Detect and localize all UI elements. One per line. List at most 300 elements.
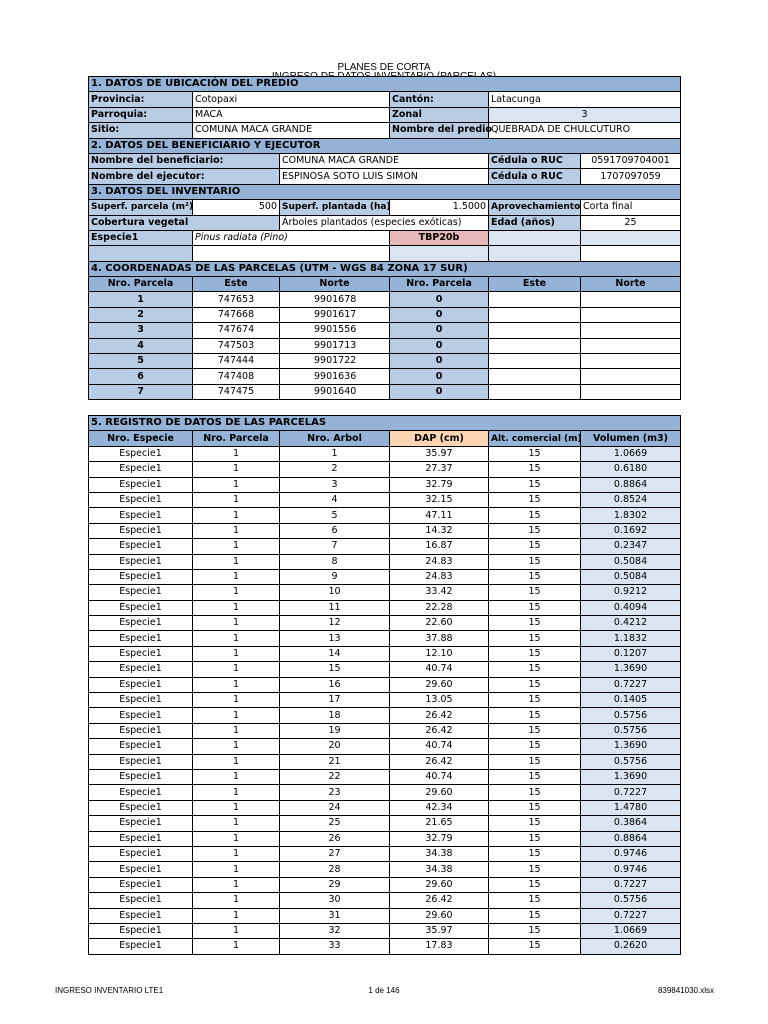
reg-especie[interactable]: Especie1 bbox=[89, 693, 193, 708]
reg-parcela[interactable]: 1 bbox=[193, 523, 280, 538]
reg-altura[interactable]: 15 bbox=[489, 631, 581, 646]
sitio-label: Sitio: bbox=[89, 123, 193, 138]
coord-parcela-2[interactable]: 0 bbox=[390, 292, 489, 307]
reg-volumen: 0.8524 bbox=[581, 492, 681, 507]
footer-page: 1 de 146 bbox=[368, 986, 400, 995]
cobertura-value[interactable]: Árboles plantados (especies exóticas) bbox=[280, 215, 489, 230]
reg-dap[interactable]: 24.83 bbox=[390, 554, 489, 569]
reg-especie[interactable]: Especie1 bbox=[89, 616, 193, 631]
reg-especie[interactable]: Especie1 bbox=[89, 446, 193, 461]
reg-especie[interactable]: Especie1 bbox=[89, 939, 193, 954]
reg-altura[interactable]: 15 bbox=[489, 939, 581, 954]
coord-este[interactable]: 747503 bbox=[193, 338, 280, 353]
reg-dap[interactable]: 26.42 bbox=[390, 754, 489, 769]
reg-altura[interactable]: 15 bbox=[489, 862, 581, 877]
reg-dap[interactable]: 42.34 bbox=[390, 800, 489, 815]
reg-volumen: 0.6180 bbox=[581, 462, 681, 477]
reg-dap[interactable]: 32.79 bbox=[390, 831, 489, 846]
reg-parcela[interactable]: 1 bbox=[193, 723, 280, 738]
reg-altura[interactable]: 15 bbox=[489, 708, 581, 723]
reg-altura[interactable]: 15 bbox=[489, 923, 581, 938]
reg-volumen: 0.5084 bbox=[581, 554, 681, 569]
reg-volumen: 0.5084 bbox=[581, 569, 681, 584]
reg-especie[interactable]: Especie1 bbox=[89, 677, 193, 692]
reg-arbol[interactable]: 32 bbox=[280, 923, 390, 938]
reg-dap[interactable]: 40.74 bbox=[390, 769, 489, 784]
reg-col-volumen: Volumen (m3) bbox=[581, 431, 681, 446]
table-row bbox=[89, 523, 681, 538]
reg-parcela[interactable]: 1 bbox=[193, 462, 280, 477]
reg-volumen: 0.8864 bbox=[581, 831, 681, 846]
coord-norte-2[interactable] bbox=[581, 307, 681, 322]
reg-parcela[interactable]: 1 bbox=[193, 908, 280, 923]
reg-arbol[interactable]: 7 bbox=[280, 539, 390, 554]
reg-volumen: 1.3690 bbox=[581, 662, 681, 677]
coord-este-2[interactable] bbox=[489, 338, 581, 353]
reg-especie[interactable]: Especie1 bbox=[89, 600, 193, 615]
reg-altura[interactable]: 15 bbox=[489, 831, 581, 846]
superf-parcela-value[interactable]: 500 bbox=[193, 200, 280, 215]
reg-dap[interactable]: 32.15 bbox=[390, 492, 489, 507]
coord-norte-2[interactable] bbox=[581, 338, 681, 353]
reg-parcela[interactable]: 1 bbox=[193, 492, 280, 507]
reg-especie[interactable]: Especie1 bbox=[89, 508, 193, 523]
coord-norte-2[interactable] bbox=[581, 292, 681, 307]
reg-arbol[interactable]: 21 bbox=[280, 754, 390, 769]
reg-dap[interactable]: 33.42 bbox=[390, 585, 489, 600]
reg-arbol[interactable]: 18 bbox=[280, 708, 390, 723]
footer-file: 839841030.xlsx bbox=[657, 986, 714, 995]
reg-altura[interactable]: 15 bbox=[489, 492, 581, 507]
coord-parcela[interactable]: 6 bbox=[89, 369, 193, 384]
reg-especie[interactable]: Especie1 bbox=[89, 646, 193, 661]
reg-altura[interactable]: 15 bbox=[489, 739, 581, 754]
reg-altura[interactable]: 15 bbox=[489, 893, 581, 908]
reg-altura[interactable]: 15 bbox=[489, 616, 581, 631]
reg-arbol[interactable]: 15 bbox=[280, 662, 390, 677]
sitio-value[interactable]: COMUNA MACA GRANDE bbox=[193, 123, 390, 138]
table-row bbox=[89, 908, 681, 923]
reg-dap[interactable]: 21.65 bbox=[390, 816, 489, 831]
reg-parcela[interactable]: 1 bbox=[193, 646, 280, 661]
reg-volumen: 0.3864 bbox=[581, 816, 681, 831]
coord-parcela[interactable]: 2 bbox=[89, 307, 193, 322]
reg-parcela[interactable]: 1 bbox=[193, 846, 280, 861]
coord-norte[interactable]: 9901556 bbox=[280, 323, 390, 338]
coord-este-2[interactable] bbox=[489, 369, 581, 384]
especie-value[interactable]: Pinus radiata (Pino) bbox=[193, 230, 390, 245]
reg-especie[interactable]: Especie1 bbox=[89, 662, 193, 677]
provincia-value[interactable]: Cotopaxi bbox=[193, 92, 390, 107]
reg-arbol[interactable]: 26 bbox=[280, 831, 390, 846]
reg-altura[interactable]: 15 bbox=[489, 646, 581, 661]
beneficiario-value[interactable]: COMUNA MACA GRANDE bbox=[280, 153, 489, 168]
superf-plantada-value[interactable]: 1.5000 bbox=[390, 200, 489, 215]
reg-dap[interactable]: 26.42 bbox=[390, 723, 489, 738]
aprovechamiento-value[interactable]: Corta final bbox=[581, 200, 681, 215]
reg-parcela[interactable]: 1 bbox=[193, 662, 280, 677]
reg-volumen: 1.8302 bbox=[581, 508, 681, 523]
canton-value[interactable]: Latacunga bbox=[489, 92, 681, 107]
reg-parcela[interactable]: 1 bbox=[193, 631, 280, 646]
reg-altura[interactable]: 15 bbox=[489, 846, 581, 861]
reg-altura[interactable]: 15 bbox=[489, 446, 581, 461]
reg-altura[interactable]: 15 bbox=[489, 462, 581, 477]
reg-altura[interactable]: 15 bbox=[489, 754, 581, 769]
reg-arbol[interactable]: 23 bbox=[280, 785, 390, 800]
reg-dap[interactable]: 40.74 bbox=[390, 662, 489, 677]
reg-especie[interactable]: Especie1 bbox=[89, 492, 193, 507]
reg-altura[interactable]: 15 bbox=[489, 800, 581, 815]
reg-parcela[interactable]: 1 bbox=[193, 508, 280, 523]
reg-arbol[interactable]: 11 bbox=[280, 600, 390, 615]
coord-este-2[interactable] bbox=[489, 292, 581, 307]
coord-norte-2[interactable] bbox=[581, 354, 681, 369]
section2-header: 2. DATOS DEL BENEFICIARIO Y EJECUTOR bbox=[89, 138, 681, 153]
zonal-label: Zonal bbox=[390, 107, 489, 122]
registro-rows bbox=[89, 446, 681, 954]
table-row bbox=[89, 862, 681, 877]
reg-volumen: 1.3690 bbox=[581, 769, 681, 784]
coord-row bbox=[89, 338, 681, 353]
reg-altura[interactable]: 15 bbox=[489, 677, 581, 692]
reg-parcela[interactable]: 1 bbox=[193, 446, 280, 461]
reg-arbol[interactable]: 31 bbox=[280, 908, 390, 923]
coord-norte-2[interactable] bbox=[581, 323, 681, 338]
reg-arbol[interactable]: 5 bbox=[280, 508, 390, 523]
coord-parcela[interactable]: 7 bbox=[89, 384, 193, 399]
reg-dap[interactable]: 24.83 bbox=[390, 569, 489, 584]
reg-arbol[interactable]: 10 bbox=[280, 585, 390, 600]
reg-altura[interactable]: 15 bbox=[489, 477, 581, 492]
coord-parcela-2[interactable]: 0 bbox=[390, 323, 489, 338]
reg-dap[interactable]: 40.74 bbox=[390, 739, 489, 754]
reg-parcela[interactable]: 1 bbox=[193, 600, 280, 615]
reg-volumen: 0.5756 bbox=[581, 708, 681, 723]
edad-value[interactable]: 25 bbox=[581, 215, 681, 230]
reg-parcela[interactable]: 1 bbox=[193, 554, 280, 569]
coord-este-2[interactable] bbox=[489, 307, 581, 322]
coord-col-parcela-2: Nro. Parcela bbox=[390, 277, 489, 292]
reg-especie[interactable]: Especie1 bbox=[89, 462, 193, 477]
table-row bbox=[89, 569, 681, 584]
coord-este-2[interactable] bbox=[489, 323, 581, 338]
coord-este[interactable]: 747475 bbox=[193, 384, 280, 399]
reg-especie[interactable]: Especie1 bbox=[89, 877, 193, 892]
table-row bbox=[89, 492, 681, 507]
reg-especie[interactable]: Especie1 bbox=[89, 769, 193, 784]
table-row bbox=[89, 554, 681, 569]
reg-arbol[interactable]: 30 bbox=[280, 893, 390, 908]
reg-parcela[interactable]: 1 bbox=[193, 831, 280, 846]
coord-row bbox=[89, 384, 681, 399]
page-title: PLANES DE CORTA bbox=[337, 62, 431, 73]
reg-altura[interactable]: 15 bbox=[489, 508, 581, 523]
reg-arbol[interactable]: 6 bbox=[280, 523, 390, 538]
table-row bbox=[89, 462, 681, 477]
table-row bbox=[89, 539, 681, 554]
coord-parcela[interactable]: 1 bbox=[89, 292, 193, 307]
coord-parcela-2[interactable]: 0 bbox=[390, 354, 489, 369]
reg-arbol[interactable]: 1 bbox=[280, 446, 390, 461]
reg-dap[interactable]: 35.97 bbox=[390, 923, 489, 938]
reg-especie[interactable]: Especie1 bbox=[89, 477, 193, 492]
reg-especie[interactable]: Especie1 bbox=[89, 523, 193, 538]
reg-dap[interactable]: 22.28 bbox=[390, 600, 489, 615]
reg-parcela[interactable]: 1 bbox=[193, 923, 280, 938]
reg-dap[interactable]: 29.60 bbox=[390, 785, 489, 800]
reg-altura[interactable]: 15 bbox=[489, 693, 581, 708]
reg-dap[interactable]: 29.60 bbox=[390, 677, 489, 692]
reg-arbol[interactable]: 16 bbox=[280, 677, 390, 692]
reg-altura[interactable]: 15 bbox=[489, 723, 581, 738]
reg-dap[interactable]: 13.05 bbox=[390, 693, 489, 708]
table-row bbox=[89, 646, 681, 661]
table-row bbox=[89, 939, 681, 954]
table-row bbox=[89, 877, 681, 892]
coord-parcela-2[interactable]: 0 bbox=[390, 384, 489, 399]
reg-altura[interactable]: 15 bbox=[489, 816, 581, 831]
reg-especie[interactable]: Especie1 bbox=[89, 585, 193, 600]
reg-dap[interactable]: 26.42 bbox=[390, 708, 489, 723]
reg-dap[interactable]: 34.38 bbox=[390, 862, 489, 877]
ejecutor-value[interactable]: ESPINOSA SOTO LUIS SIMON bbox=[280, 169, 489, 184]
reg-arbol[interactable]: 14 bbox=[280, 646, 390, 661]
especie2-value[interactable] bbox=[193, 246, 390, 261]
reg-especie[interactable]: Especie1 bbox=[89, 831, 193, 846]
reg-arbol[interactable]: 17 bbox=[280, 693, 390, 708]
reg-parcela[interactable]: 1 bbox=[193, 939, 280, 954]
reg-especie[interactable]: Especie1 bbox=[89, 862, 193, 877]
reg-volumen: 1.4780 bbox=[581, 800, 681, 815]
reg-altura[interactable]: 15 bbox=[489, 585, 581, 600]
coord-parcela[interactable]: 5 bbox=[89, 354, 193, 369]
reg-arbol[interactable]: 29 bbox=[280, 877, 390, 892]
coord-parcela-2[interactable]: 0 bbox=[390, 369, 489, 384]
reg-arbol[interactable]: 12 bbox=[280, 616, 390, 631]
reg-arbol[interactable]: 3 bbox=[280, 477, 390, 492]
reg-parcela[interactable]: 1 bbox=[193, 739, 280, 754]
reg-arbol[interactable]: 19 bbox=[280, 723, 390, 738]
cedula-ejecutor-value[interactable]: 1707097059 bbox=[581, 169, 681, 184]
reg-parcela[interactable]: 1 bbox=[193, 769, 280, 784]
reg-altura[interactable]: 15 bbox=[489, 569, 581, 584]
reg-arbol[interactable]: 13 bbox=[280, 631, 390, 646]
table-row bbox=[89, 662, 681, 677]
coord-este-2[interactable] bbox=[489, 384, 581, 399]
reg-parcela[interactable]: 1 bbox=[193, 785, 280, 800]
reg-dap[interactable]: 26.42 bbox=[390, 893, 489, 908]
reg-parcela[interactable]: 1 bbox=[193, 677, 280, 692]
especie2-code bbox=[390, 246, 489, 261]
aprovechamiento-label: Aprovechamiento bbox=[489, 200, 581, 215]
coord-parcela-2[interactable]: 0 bbox=[390, 307, 489, 322]
reg-dap[interactable]: 34.38 bbox=[390, 846, 489, 861]
reg-arbol[interactable]: 22 bbox=[280, 769, 390, 784]
table-row bbox=[89, 616, 681, 631]
coord-col-norte-2: Norte bbox=[581, 277, 681, 292]
table-row bbox=[89, 923, 681, 938]
reg-parcela[interactable]: 1 bbox=[193, 477, 280, 492]
reg-arbol[interactable]: 24 bbox=[280, 800, 390, 815]
reg-volumen: 0.7227 bbox=[581, 908, 681, 923]
coord-este[interactable]: 747444 bbox=[193, 354, 280, 369]
superf-parcela-label: Superf. parcela (m²) bbox=[89, 200, 193, 215]
reg-volumen: 0.7227 bbox=[581, 785, 681, 800]
reg-volumen: 0.5756 bbox=[581, 723, 681, 738]
table-row bbox=[89, 631, 681, 646]
reg-especie[interactable]: Especie1 bbox=[89, 846, 193, 861]
coord-este[interactable]: 747668 bbox=[193, 307, 280, 322]
table-row bbox=[89, 846, 681, 861]
cedula-beneficiario-value[interactable]: 0591709704001 bbox=[581, 153, 681, 168]
coord-col-parcela: Nro. Parcela bbox=[89, 277, 193, 292]
reg-arbol[interactable]: 9 bbox=[280, 569, 390, 584]
reg-volumen: 0.7227 bbox=[581, 877, 681, 892]
reg-parcela[interactable]: 1 bbox=[193, 569, 280, 584]
reg-dap[interactable]: 14.32 bbox=[390, 523, 489, 538]
reg-parcela[interactable]: 1 bbox=[193, 539, 280, 554]
coord-este-2[interactable] bbox=[489, 354, 581, 369]
coord-row bbox=[89, 307, 681, 322]
reg-altura[interactable]: 15 bbox=[489, 785, 581, 800]
parroquia-value[interactable]: MACA bbox=[193, 107, 390, 122]
coord-norte[interactable]: 9901713 bbox=[280, 338, 390, 353]
cedula-ejecutor-label: Cédula o RUC bbox=[489, 169, 581, 184]
reg-parcela[interactable]: 1 bbox=[193, 693, 280, 708]
reg-parcela[interactable]: 1 bbox=[193, 616, 280, 631]
reg-dap[interactable]: 29.60 bbox=[390, 908, 489, 923]
coord-col-norte: Norte bbox=[280, 277, 390, 292]
reg-arbol[interactable]: 25 bbox=[280, 816, 390, 831]
reg-volumen: 0.9746 bbox=[581, 862, 681, 877]
reg-especie[interactable]: Especie1 bbox=[89, 723, 193, 738]
coord-este[interactable]: 747674 bbox=[193, 323, 280, 338]
reg-altura[interactable]: 15 bbox=[489, 908, 581, 923]
section4-header: 4. COORDENADAS DE LAS PARCELAS (UTM - WGS 84 ZONA 17 SUR) bbox=[89, 261, 681, 276]
especie-code: TBP20b bbox=[390, 230, 489, 245]
cobertura-label: Cobertura vegetal bbox=[89, 215, 280, 230]
reg-parcela[interactable]: 1 bbox=[193, 708, 280, 723]
reg-especie[interactable]: Especie1 bbox=[89, 739, 193, 754]
reg-especie[interactable]: Especie1 bbox=[89, 754, 193, 769]
reg-volumen: 0.4094 bbox=[581, 600, 681, 615]
table-row bbox=[89, 800, 681, 815]
reg-altura[interactable]: 15 bbox=[489, 769, 581, 784]
reg-altura[interactable]: 15 bbox=[489, 600, 581, 615]
reg-dap[interactable]: 16.87 bbox=[390, 539, 489, 554]
coord-este[interactable]: 747653 bbox=[193, 292, 280, 307]
reg-especie[interactable]: Especie1 bbox=[89, 708, 193, 723]
edad-label: Edad (años) bbox=[489, 215, 581, 230]
coord-norte-2[interactable] bbox=[581, 384, 681, 399]
coord-parcela[interactable]: 3 bbox=[89, 323, 193, 338]
reg-volumen: 0.1207 bbox=[581, 646, 681, 661]
coord-col-este: Este bbox=[193, 277, 280, 292]
especie2-label bbox=[89, 246, 193, 261]
reg-parcela[interactable]: 1 bbox=[193, 893, 280, 908]
reg-arbol[interactable]: 2 bbox=[280, 462, 390, 477]
reg-especie[interactable]: Especie1 bbox=[89, 631, 193, 646]
reg-dap[interactable]: 37.88 bbox=[390, 631, 489, 646]
predio-value[interactable]: QUEBRADA DE CHULCUTURO bbox=[489, 123, 681, 138]
reg-dap[interactable]: 47.11 bbox=[390, 508, 489, 523]
coord-norte[interactable]: 9901722 bbox=[280, 354, 390, 369]
reg-arbol[interactable]: 33 bbox=[280, 939, 390, 954]
zonal-value[interactable]: 3 bbox=[489, 107, 681, 122]
reg-especie[interactable]: Especie1 bbox=[89, 816, 193, 831]
reg-especie[interactable]: Especie1 bbox=[89, 539, 193, 554]
footer-sheet-name: INGRESO INVENTARIO LTE1 bbox=[55, 986, 164, 995]
reg-parcela[interactable]: 1 bbox=[193, 754, 280, 769]
reg-parcela[interactable]: 1 bbox=[193, 877, 280, 892]
coord-norte-2[interactable] bbox=[581, 369, 681, 384]
coord-norte[interactable]: 9901636 bbox=[280, 369, 390, 384]
reg-altura[interactable]: 15 bbox=[489, 523, 581, 538]
coord-col-este-2: Este bbox=[489, 277, 581, 292]
reg-volumen: 0.4212 bbox=[581, 616, 681, 631]
reg-especie[interactable]: Especie1 bbox=[89, 785, 193, 800]
reg-parcela[interactable]: 1 bbox=[193, 816, 280, 831]
reg-especie[interactable]: Especie1 bbox=[89, 554, 193, 569]
reg-volumen: 0.8864 bbox=[581, 477, 681, 492]
reg-especie[interactable]: Especie1 bbox=[89, 908, 193, 923]
reg-dap[interactable]: 17.83 bbox=[390, 939, 489, 954]
reg-dap[interactable]: 35.97 bbox=[390, 446, 489, 461]
coord-norte[interactable]: 9901678 bbox=[280, 292, 390, 307]
reg-dap[interactable]: 12.10 bbox=[390, 646, 489, 661]
especie-extra-2 bbox=[581, 230, 681, 245]
reg-arbol[interactable]: 8 bbox=[280, 554, 390, 569]
reg-parcela[interactable]: 1 bbox=[193, 585, 280, 600]
info-sheet bbox=[88, 76, 681, 400]
reg-altura[interactable]: 15 bbox=[489, 662, 581, 677]
reg-parcela[interactable]: 1 bbox=[193, 800, 280, 815]
table-row bbox=[89, 893, 681, 908]
reg-arbol[interactable]: 28 bbox=[280, 862, 390, 877]
predio-label: Nombre del predio bbox=[390, 123, 489, 138]
coord-parcela[interactable]: 4 bbox=[89, 338, 193, 353]
reg-especie[interactable]: Especie1 bbox=[89, 569, 193, 584]
table-row bbox=[89, 708, 681, 723]
reg-arbol[interactable]: 4 bbox=[280, 492, 390, 507]
coord-este[interactable]: 747408 bbox=[193, 369, 280, 384]
beneficiario-label: Nombre del beneficiario: bbox=[89, 153, 280, 168]
reg-arbol[interactable]: 20 bbox=[280, 739, 390, 754]
coord-rows bbox=[89, 292, 681, 400]
reg-altura[interactable]: 15 bbox=[489, 554, 581, 569]
reg-altura[interactable]: 15 bbox=[489, 539, 581, 554]
reg-especie[interactable]: Especie1 bbox=[89, 800, 193, 815]
reg-volumen: 0.2347 bbox=[581, 539, 681, 554]
reg-parcela[interactable]: 1 bbox=[193, 862, 280, 877]
parroquia-label: Parroquia: bbox=[89, 107, 193, 122]
section5-header: 5. REGISTRO DE DATOS DE LAS PARCELAS bbox=[89, 416, 681, 431]
reg-altura[interactable]: 15 bbox=[489, 877, 581, 892]
reg-dap[interactable]: 22.60 bbox=[390, 616, 489, 631]
table-row bbox=[89, 585, 681, 600]
reg-dap[interactable]: 29.60 bbox=[390, 877, 489, 892]
reg-especie[interactable]: Especie1 bbox=[89, 893, 193, 908]
reg-dap[interactable]: 32.79 bbox=[390, 477, 489, 492]
reg-especie[interactable]: Especie1 bbox=[89, 923, 193, 938]
coord-norte[interactable]: 9901640 bbox=[280, 384, 390, 399]
coord-norte[interactable]: 9901617 bbox=[280, 307, 390, 322]
cedula-beneficiario-label: Cédula o RUC bbox=[489, 153, 581, 168]
reg-arbol[interactable]: 27 bbox=[280, 846, 390, 861]
coord-parcela-2[interactable]: 0 bbox=[390, 338, 489, 353]
reg-dap[interactable]: 27.37 bbox=[390, 462, 489, 477]
